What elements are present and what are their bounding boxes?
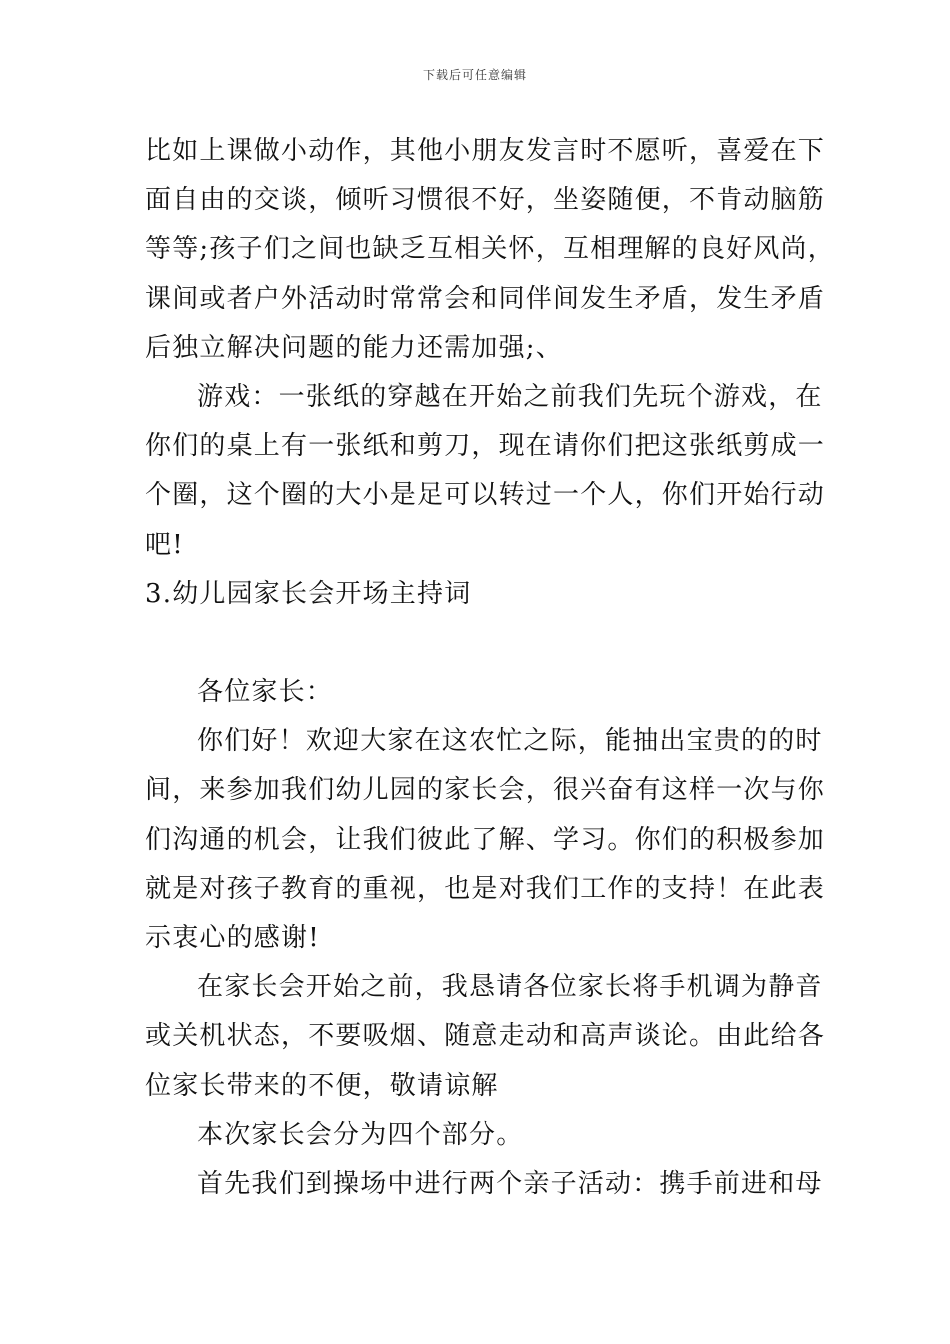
- blank-line: [145, 619, 810, 668]
- text-line: 各位家长：: [197, 677, 334, 708]
- text-line: 或关机状态，不要吸烟、随意走动和高声谈论。由此给各: [145, 1021, 826, 1052]
- text-line: 面自由的交谈，倾听习惯很不好，坐姿随便，不肯动脑筋: [145, 185, 826, 216]
- text-line: 等等;孩子们之间也缺乏互相关怀，互相理解的良好风尚，: [145, 234, 835, 265]
- text-line: 首先我们到操场中进行两个亲子活动：携手前进和母: [197, 1168, 823, 1199]
- text-line: 游戏：一张纸的穿越在开始之前我们先玩个游戏，在: [197, 381, 823, 412]
- document-body: [145, 127, 835, 1209]
- text-line: 后独立解决问题的能力还需加强;、: [145, 332, 563, 363]
- text-line: 个圈，这个圈的大小是足可以转过一个人，你们开始行动: [145, 480, 826, 511]
- text-line: 在家长会开始之前，我恳请各位家长将手机调为静音: [197, 972, 823, 1003]
- text-line: 你们好！欢迎大家在这农忙之际，能抽出宝贵的的时: [197, 726, 823, 757]
- text-line: 们沟通的机会，让我们彼此了解、学习。你们的积极参加: [145, 824, 826, 855]
- text-line: 示衷心的感谢!: [145, 923, 320, 953]
- text-line: 就是对孩子教育的重视，也是对我们工作的支持！在此表: [145, 873, 826, 904]
- text-line: 本次家长会分为四个部分。: [197, 1119, 524, 1150]
- page-header: 下载后可任意编辑: [422, 68, 527, 82]
- text-line: 你们的桌上有一张纸和剪刀，现在请你们把这张纸剪成一: [145, 431, 826, 462]
- text-line: 吧!: [145, 529, 184, 560]
- section-heading: 3.幼儿园家长会开场主持词: [145, 578, 472, 609]
- text-line: 间，来参加我们幼儿园的家长会，很兴奋有这样一次与你: [145, 775, 826, 806]
- text-line: 比如上课做小动作，其他小朋友发言时不愿听，喜爱在下: [145, 136, 826, 166]
- text-line: 课间或者户外活动时常常会和同伴间发生矛盾，发生矛盾: [145, 283, 826, 314]
- text-line: 位家长带来的不便，敬请谅解: [145, 1070, 499, 1101]
